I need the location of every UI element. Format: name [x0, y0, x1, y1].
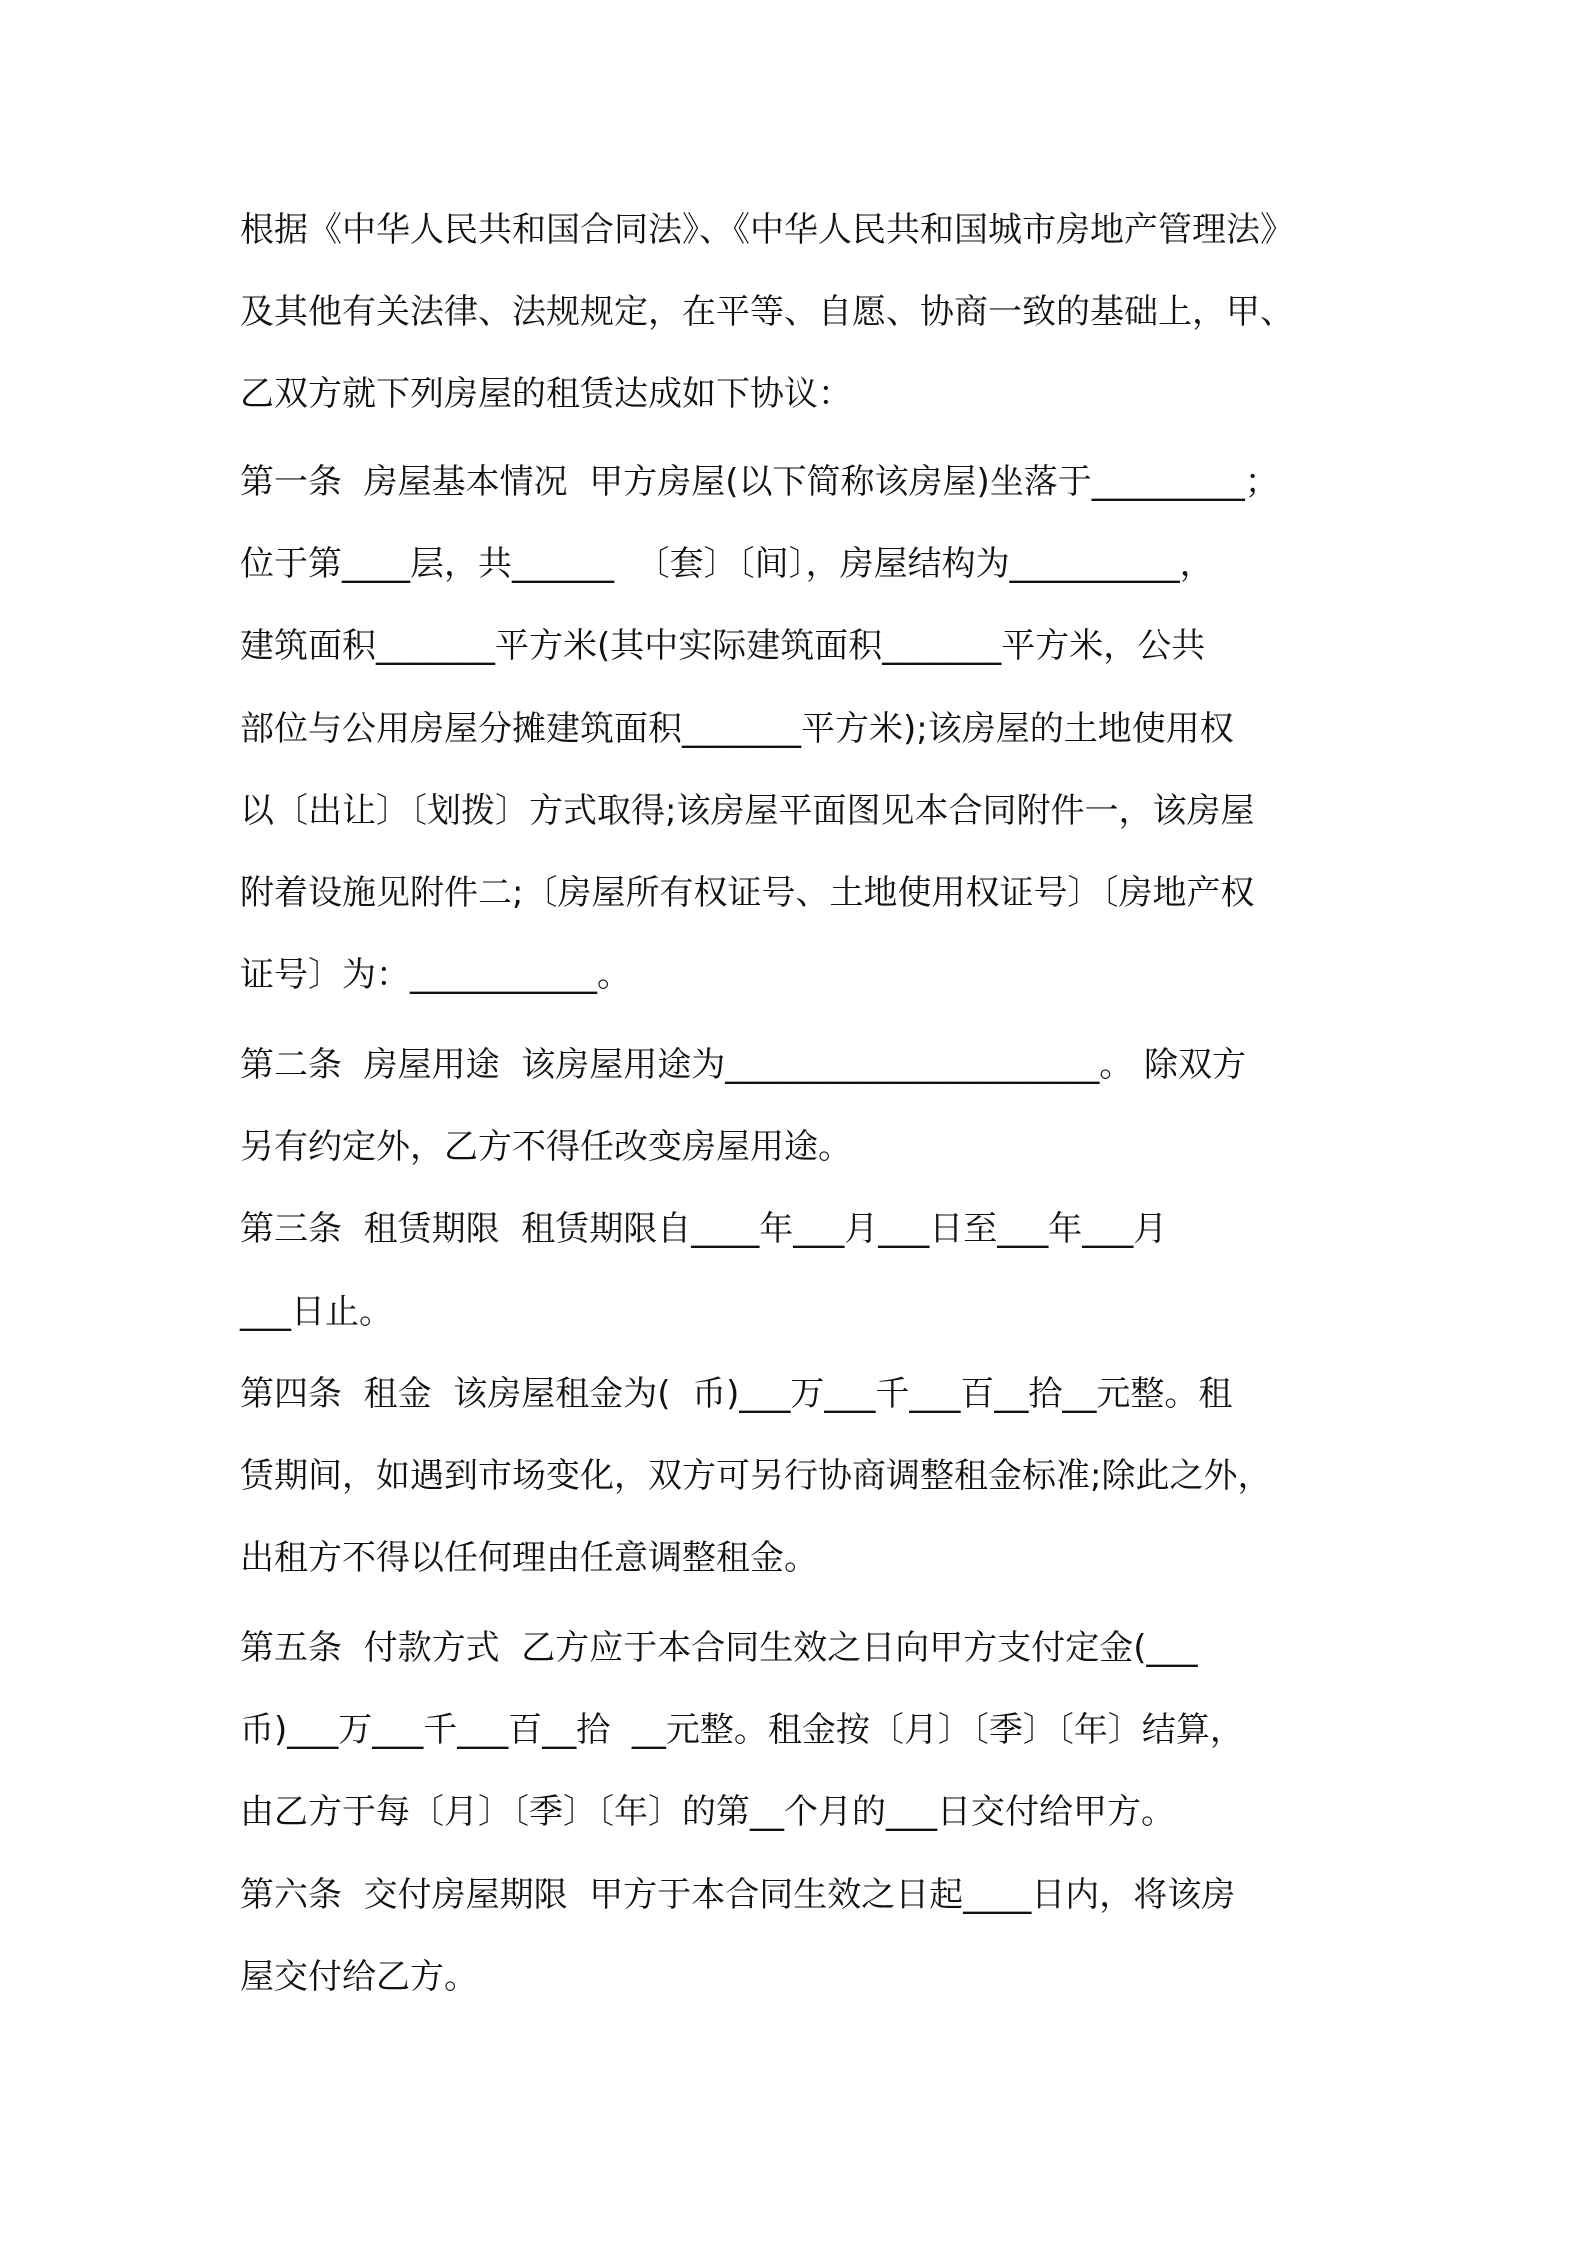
article-2-heading-line: 第二条 房屋用途 该房屋用途为______________________。 除双方 — [240, 1045, 1247, 1085]
text-line: 由乙方于每〔月〕〔季〕〔年〕的第__个月的___日交付给甲方。 — [240, 1792, 1175, 1832]
text-line: 屋交付给乙方。 — [240, 1957, 478, 1997]
text-line: ___日止。 — [240, 1292, 393, 1332]
text-line: 证号〕为：___________。 — [240, 955, 631, 995]
article-3-heading-line: 第三条 租赁期限 租赁期限自____年___月___日至___年___月 — [240, 1209, 1168, 1249]
article-1-heading-line: 第一条 房屋基本情况 甲方房屋(以下简称该房屋)坐落于_________； — [240, 462, 1279, 502]
article-5-heading-line: 第五条 付款方式 乙方应于本合同生效之日向甲方支付定金(___ — [240, 1628, 1198, 1668]
text-line: 建筑面积_______平方米(其中实际建筑面积_______平方米，公共 — [240, 626, 1206, 666]
article-4-heading-line: 第四条 租金 该房屋租金为( 币)___万___千___百__拾__元整。租 — [240, 1374, 1233, 1414]
article-6-heading-line: 第六条 交付房屋期限 甲方于本合同生效之日起____日内，将该房 — [240, 1875, 1236, 1915]
text-line: 及其他有关法律、法规规定，在平等、自愿、协商一致的基础上，甲、 — [240, 292, 1294, 332]
text-line: 根据《中华人民共和国合同法》、《中华人民共和国城市房地产管理法》 — [240, 210, 1294, 250]
text-line: 币)___万___千___百__拾 __元整。租金按〔月〕〔季〕〔年〕结算， — [240, 1710, 1244, 1750]
text-line: 以〔出让〕〔划拨〕方式取得;该房屋平面图见本合同附件一，该房屋 — [240, 791, 1255, 831]
text-line: 出租方不得以任何理由任意调整租金。 — [240, 1538, 818, 1578]
text-line: 位于第____层，共______ 〔套〕〔间〕，房屋结构为__________， — [240, 544, 1214, 584]
text-line: 部位与公用房屋分摊建筑面积_______平方米);该房屋的土地使用权 — [240, 709, 1234, 749]
text-line: 附着设施见附件二;〔房屋所有权证号、土地使用权证号〕〔房地产权 — [240, 873, 1255, 913]
text-line: 赁期间，如遇到市场变化，双方可另行协商调整租金标准;除此之外， — [240, 1456, 1272, 1496]
text-line: 另有约定外，乙方不得任改变房屋用途。 — [240, 1127, 852, 1167]
text-line: 乙双方就下列房屋的租赁达成如下协议： — [240, 374, 852, 414]
